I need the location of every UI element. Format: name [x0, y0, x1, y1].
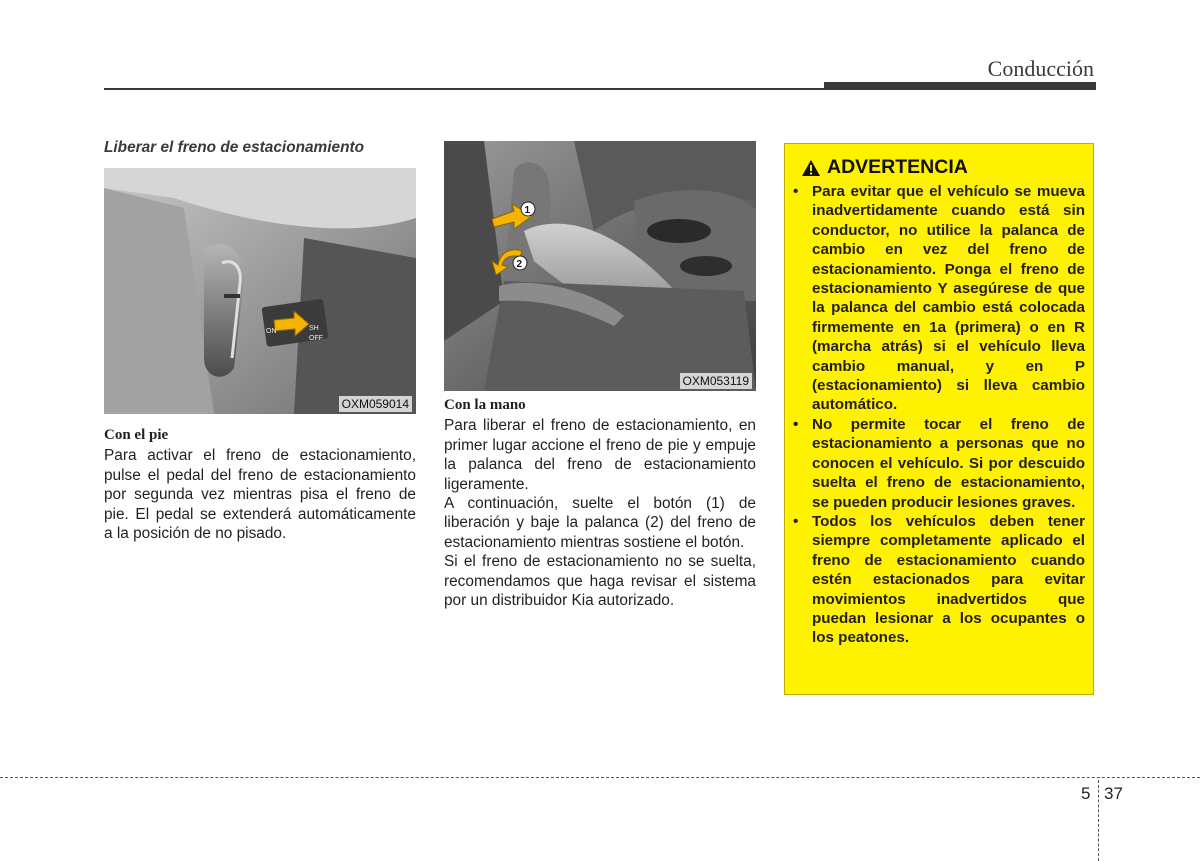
hand-brake-illustration — [444, 141, 756, 391]
warning-item — [793, 512, 1085, 648]
hand-heading: Con la mano — [444, 397, 526, 413]
page-number: 37 — [1104, 784, 1123, 803]
foot-brake-illustration — [104, 168, 416, 414]
warning-header — [801, 156, 968, 179]
chapter-number: 5 — [1081, 784, 1091, 803]
warning-item — [793, 415, 1085, 512]
warning-title: ADVERTENCIA — [827, 156, 968, 178]
hand-section — [444, 396, 756, 610]
warning-list — [793, 182, 1085, 648]
footer-rule — [0, 777, 1200, 778]
callout-1: 1 — [524, 205, 531, 216]
figure-code: OXM059014 — [339, 396, 412, 412]
section-heading: Liberar el freno de estacionamiento — [104, 139, 365, 156]
page-header-title: Conducción — [987, 56, 1094, 81]
warning-item-text: Para evitar que el vehículo se mueva inadvertidamente cuando está sin conductor, no utilice la palanca de cambio en vez del freno de estacionamiento. Ponga el freno de estacionamiento Y asegúrese de que la palanca del cambio está colocada firmemente en 1a (primera) o en R (marcha atrás) si el vehículo lleva cambio manual, y en P (estacionamiento) si lleva cambio automático. — [812, 183, 1085, 414]
hand-paragraph: Si el freno de estacionamiento no se suelta, recomendamos que haga revisar el sistema por un distribuidor Kia autorizado. — [444, 553, 756, 610]
footer-divider — [1098, 780, 1099, 861]
pedal-label-on: ON — [266, 328, 277, 335]
hand-paragraph: A continuación, suelte el botón (1) de liberación y baje la palanca (2) del freno de estacionamiento mientras sostiene el botón. — [444, 495, 756, 551]
warning-triangle-icon — [801, 159, 821, 177]
foot-section — [104, 426, 416, 543]
hand-brake-photo — [444, 141, 756, 391]
foot-brake-photo — [104, 168, 416, 414]
foot-heading: Con el pie — [104, 427, 169, 443]
callout-2: 2 — [516, 259, 523, 270]
header-rule — [104, 88, 1094, 90]
warning-item-text: No permite tocar el freno de estacionamiento a personas que no conocen el vehículo. Si por descuido suelta el freno de estacionamiento, se pueden producir lesiones graves. — [812, 415, 1085, 511]
pedal-label-off: OFF — [309, 335, 323, 342]
pedal-label-sh: SH — [309, 325, 319, 332]
figure-code: OXM053119 — [680, 373, 753, 389]
hand-paragraph: Para liberar el freno de estacionamiento, en primer lugar accione el freno de pie y empuje la palanca del freno de estacionamiento ligeramente. — [444, 417, 756, 493]
warning-bullet: • — [793, 415, 799, 433]
foot-body: Para activar el freno de estacionamiento, pulse el pedal del freno de estacionamiento por segunda vez mientras pisa el freno de pie. El pedal se extenderá automáticamente a la posición de no pisado. — [104, 447, 416, 543]
warning-bullet: • — [793, 512, 799, 530]
warning-bullet: • — [793, 183, 799, 200]
warning-item-text: Todos los vehículos deben tener siempre completamente aplicado el freno de estacionamiento cuando estén estacionados para evitar movimientos inadvertidos que puedan lesionar a los ocupantes o los peatones. — [812, 512, 1085, 647]
warning-box — [784, 143, 1094, 695]
warning-item — [793, 182, 1085, 415]
